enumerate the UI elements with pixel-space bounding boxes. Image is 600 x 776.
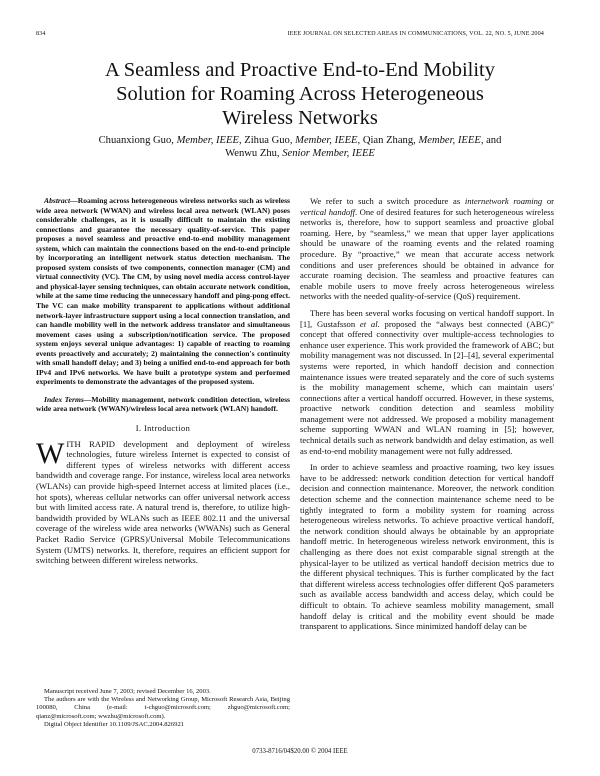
text-run: vertical handoff (300, 206, 355, 217)
text-run: or (542, 196, 555, 206)
footnote: The authors are with the Wireless and Networking Group, Microsoft Research Asia, Beijing 100080, China (e-mail: t-chguo@microsoft.com; zhguo@microsoft.com; qianz@microsoft.com; wwzhu@microsoft.com). (36, 696, 290, 720)
body-paragraph (300, 308, 554, 456)
section-heading: I. Introduction (135, 424, 191, 434)
author-membership: Member, IEEE (295, 135, 358, 146)
title-line: Solution for Roaming Across Heterogeneous (116, 83, 484, 105)
paper-title (30, 58, 570, 130)
author-name: Wenwu Zhu, (225, 148, 283, 159)
body-paragraph (300, 196, 554, 302)
left-column (36, 196, 290, 566)
title-line: Wireless Networks (222, 107, 378, 129)
author-list (60, 134, 540, 160)
index-terms-text: Mobility management, network condition detection, wireless wide area network (WWAN)/wireless local area network (WLAN) handoff. (36, 394, 290, 414)
index-terms (36, 395, 290, 414)
author-name: Chuanxiong Guo, (98, 135, 177, 146)
text-run: There has been several works focusing on vertical handoff support. In [1], Gustafsson (300, 307, 554, 329)
text-run: . One of desired features for such heterogeneous wireless networks is, therefore, how to support seamless and proactive global roaming. Here, by “seamless,” we mean that upper layer applications should be unaware of the roaming events and the related roaming procedure. By “proactive,” we mean that accurate access network conditions and user preferences should be obtained in advance for accurate roaming decision. The seamless and proactive features can enable mobile users to move freely across heterogeneous wireless networks with the needed quality-of-service (QoS) requirement. (300, 206, 554, 302)
copyright-footer: 0733-8716/04$20.00 © 2004 IEEE (252, 748, 348, 755)
abstract-text: Roaming across heterogeneous wireless networks such as wireless wide area network (WWAN) and wireless local area network (WLAN) poses considerable challenges, as it is usually difficult to maintain the existing connections and guarantee the necessary quality-of-service. This paper proposes a novel seamless and proactive end-to-end mobility management system, which can maintain the connections based on the end-to-end principle by incorporating an intelligent network status detection mechanism. The proposed system consists of two components, connection manager (CM) and virtual connectivity (VC). The CM, by using novel media access control-layer and physical-layer sensing techniques, can obtain accurate network condition, while at the same time reducing the unnecessary handoff and ping-pong effect. The VC can make mobility transparent to applications without additional network-layer infrastructure support using a local connection translation, and can handle mobility well in the network address translator and simultaneous movement cases using a subscription/notification service. The proposed system enjoys several unique advantages: 1) capable of reacting to roaming events proactively and accurately; 2) maintaining the connection's continuity with small handoff delay; and 3) being a unified end-to-end approach for both IPv4 and IPv6 networks. We have built a prototype system and performed experiments to demonstrate the advantages of the proposed system. (36, 196, 290, 387)
text-run: internetwork roaming (464, 196, 543, 206)
title-line: A Seamless and Proactive End-to-End Mobility (104, 59, 495, 81)
right-column (300, 196, 554, 638)
text-run: We refer to such a switch procedure as (310, 196, 465, 206)
author-separator: , and (480, 135, 502, 146)
intro-text: ITH RAPID development and deployment of wireless technologies, future wireless Internet is expected to consist of different types of wireless networks with different access bandwidth and coverage range. For instance, wireless local area networks (WLANs) can provide high-speed Internet access at limited places (i.e., hot spots), whereas cellular networks can offer universal network access but with limited access rate. A natural trend is, therefore, to utilize high-bandwidth provided by WLANs such as IEEE 802.11 and the universal coverage of the wireless wide area networks (WWANs) such as General Packet Radio Service (GPRS)/Universal Mobile Telecommunications System (UMTS) networks. It, therefore, requires an efficient support for switching between different wireless networks. (36, 438, 290, 566)
page-number: 834 (36, 30, 46, 37)
footnote: Digital Object Identifier 10.1109/JSAC.2004.826921 (44, 720, 185, 728)
footnote: Manuscript received June 7, 2003; revised December 16, 2003. (44, 688, 211, 695)
body-paragraph: In order to achieve seamless and proactive roaming, two key issues have to be addressed: network condition detection for vertical handoff decision and connection maintenance. Moreover, the network condition detection scheme and the connection maintenance scheme need to be tightly integrated to form a mobility system for roaming across heterogeneous wireless networks. To achieve proactive vertical handoff, the network condition should always be obtainable by an appropriate handoff metric. In heterogeneous wireless network environment, this is challenging as there does not exist comparable signal strength at the physical-layer to be utilized as vertical handoff decision metrics due to the different physical techniques. This is further complicated by the fact that different wireless access technologies offer different QoS parameters such as available access bandwidth and access delay, which could be difficult to obtain. To achieve seamless mobility management, small handoff delay is critical and the mobility event should be made transparent to applications. Since minimized handoff delay can be (300, 462, 554, 632)
index-terms-label: Index Terms— (44, 394, 92, 404)
journal-name: IEEE JOURNAL ON SELECTED AREAS IN COMMUNICATIONS, VOL. 22, NO. 5, JUNE 2004 (287, 30, 544, 37)
author-line (60, 147, 540, 160)
abstract (36, 196, 290, 387)
text-run: et al. (359, 318, 380, 329)
author-name: , Qian Zhang, (357, 135, 419, 146)
drop-cap: W (36, 436, 65, 470)
author-membership: Senior Member, IEEE (282, 148, 375, 159)
author-line (60, 134, 540, 147)
intro-paragraph (36, 436, 290, 566)
text-run: proposed the “always best connected (ABC)” concept that offered connectivity over multiple-access technologies to enhance user experience. This work provided the framework of ABC; but mobility management was not discussed. In [2]–[4], several experimental systems were reported, in which handoff decision and connection maintenance issues were treated separately and the core of such systems is the mobility management scheme, which can maintain users' connections after a vertical handoff occurred. However, in these systems, proactive network condition detection and seamless mobility management were not addressed. We proposed a mobility management scheme supporting WWAN and WLAN roaming in [5]; however, technical details such as network bandwidth and delay estimation, as well as end-to-end mobility management were not fully addressed. (300, 318, 554, 456)
footnotes (36, 688, 290, 729)
abstract-label: Abstract— (44, 196, 78, 205)
author-membership: Member, IEEE (176, 135, 239, 146)
author-membership: Member, IEEE (418, 135, 481, 146)
author-name: , Zihua Guo, (238, 135, 296, 146)
